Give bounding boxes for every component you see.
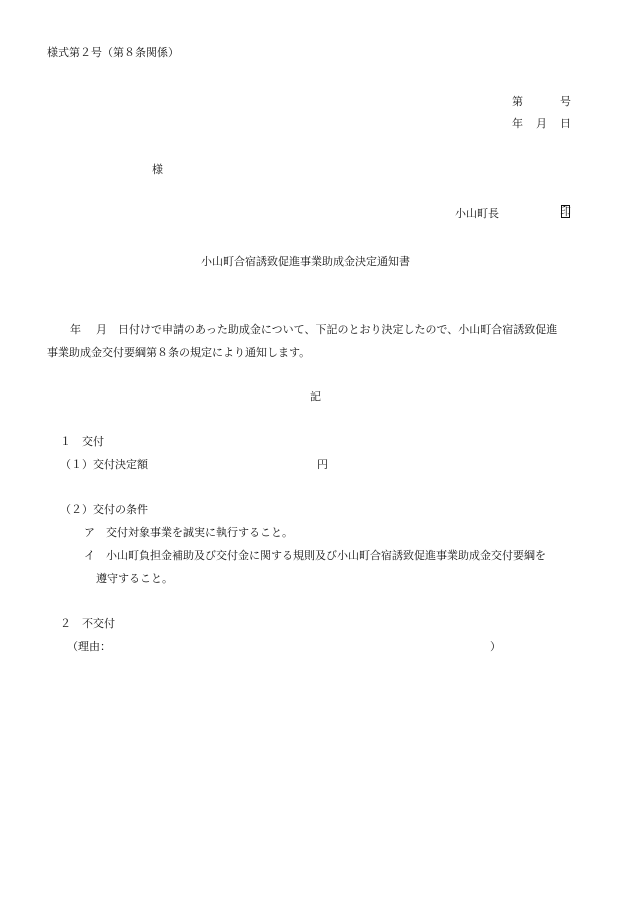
condition-i-line-2: 遵守すること。 xyxy=(96,572,173,585)
issuer-title: 小山町長 xyxy=(455,207,499,220)
reason-close: ） xyxy=(490,640,501,653)
body-line-1: 日付けで申請のあった助成金について、下記のとおり決定したので、小山町合宿誘致促進 xyxy=(118,323,558,336)
number-dai: 第 xyxy=(512,95,523,108)
issue-date-month: 月 xyxy=(536,117,547,130)
conditions-label: （２）交付の条件 xyxy=(60,503,148,516)
condition-a: ア 交付対象事業を誠実に執行すること。 xyxy=(84,526,293,539)
document-title: 小山町合宿誘致促進事業助成金決定通知書 xyxy=(201,255,410,268)
seal-mark: 印 xyxy=(560,205,571,218)
body-line-2: 事業助成金交付要綱第８条の規定により通知します。 xyxy=(47,346,311,359)
issue-date-day: 日 xyxy=(560,117,571,130)
issue-date-year: 年 xyxy=(512,117,523,130)
section2-heading: ２ 不交付 xyxy=(60,617,115,630)
body-date-year: 年 xyxy=(70,323,81,336)
grant-amount-unit: 円 xyxy=(317,458,328,471)
condition-i-line-1: イ 小山町負担金補助及び交付金に関する規則及び小山町合宿誘致促進事業助成金交付要綱を xyxy=(84,549,546,562)
recipient-suffix: 様 xyxy=(152,163,163,176)
ki-heading: 記 xyxy=(310,390,321,403)
number-go: 号 xyxy=(560,95,571,108)
grant-amount-label: （１）交付決定額 xyxy=(60,458,148,471)
section1-heading: １ 交付 xyxy=(60,435,104,448)
form-number: 様式第２号（第８条関係） xyxy=(47,46,179,59)
body-date-month: 月 xyxy=(96,323,107,336)
reason-open: （理由： xyxy=(67,640,111,653)
